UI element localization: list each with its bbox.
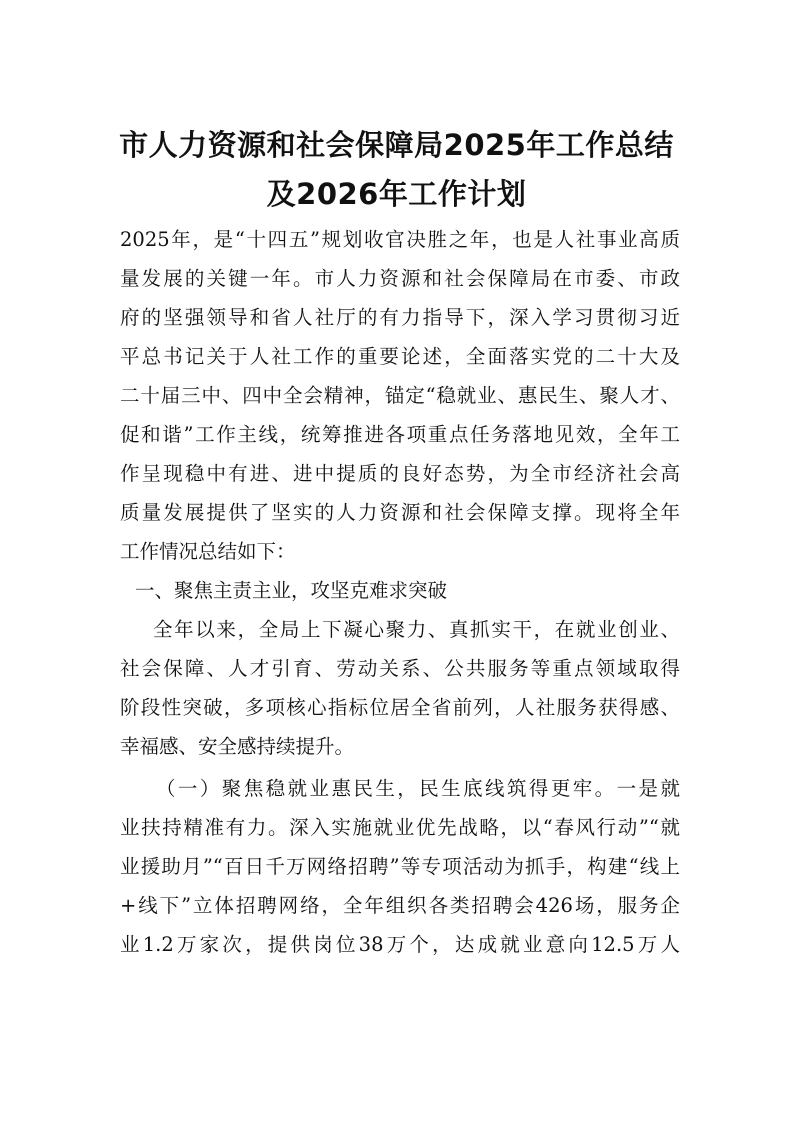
paragraph-line: 社会保障、人才引育、劳动关系、公共服务等重点领域取得	[120, 657, 680, 680]
paragraph-line: 促和谐”工作主线，统筹推进各项重点任务落地见效，全年工	[120, 423, 680, 446]
paragraph-line: 幸福感、安全感持续提升。	[120, 735, 355, 758]
title-line-1: 市人力资源和社会保障局2025年工作总结	[119, 128, 674, 162]
paragraph-line: 作呈现稳中有进、进中提质的良好态势，为全市经济社会高	[120, 462, 680, 485]
paragraph-line: 工作情况总结如下：	[120, 540, 296, 563]
paragraph-line: 2025年，是“十四五”规划收官决胜之年，也是人社事业高质	[120, 228, 680, 251]
title-line-2: 及2026年工作计划	[266, 177, 527, 211]
paragraph-line: 全年以来，全局上下凝心聚力、真抓实干，在就业创业、	[153, 618, 680, 641]
paragraph-line: 府的坚强领导和省人社厅的有力指导下，深入学习贯彻习近	[120, 306, 680, 329]
paragraph-line: 业扶持精准有力。深入实施就业优先战略，以“春风行动”“就	[120, 816, 680, 839]
document-body	[120, 220, 680, 964]
section-heading: 一、聚焦主责主业，攻坚克难求突破	[135, 579, 448, 602]
paragraph-line: （一）聚焦稳就业惠民生，民生底线筑得更牢。一是就	[156, 777, 680, 800]
paragraph-line: 业1.2万家次，提供岗位38万个，达成就业意向12.5万人	[120, 933, 680, 956]
paragraph-line: +线下”立体招聘网络，全年组织各类招聘会426场，服务企	[120, 894, 680, 917]
paragraph-line: 量发展的关键一年。市人力资源和社会保障局在市委、市政	[120, 267, 680, 290]
paragraph-line: 阶段性突破，多项核心指标位居全省前列，人社服务获得感、	[120, 696, 680, 719]
paragraph-line: 平总书记关于人社工作的重要论述，全面落实党的二十大及	[120, 345, 680, 368]
document-title	[110, 121, 683, 219]
paragraph-line: 质量发展提供了坚实的人力资源和社会保障支撑。现将全年	[120, 501, 680, 524]
paragraph-line: 二十届三中、四中全会精神，锚定“稳就业、惠民生、聚人才、	[120, 384, 680, 407]
paragraph-line: 业援助月”“百日千万网络招聘”等专项活动为抓手，构建“线上	[120, 855, 680, 878]
